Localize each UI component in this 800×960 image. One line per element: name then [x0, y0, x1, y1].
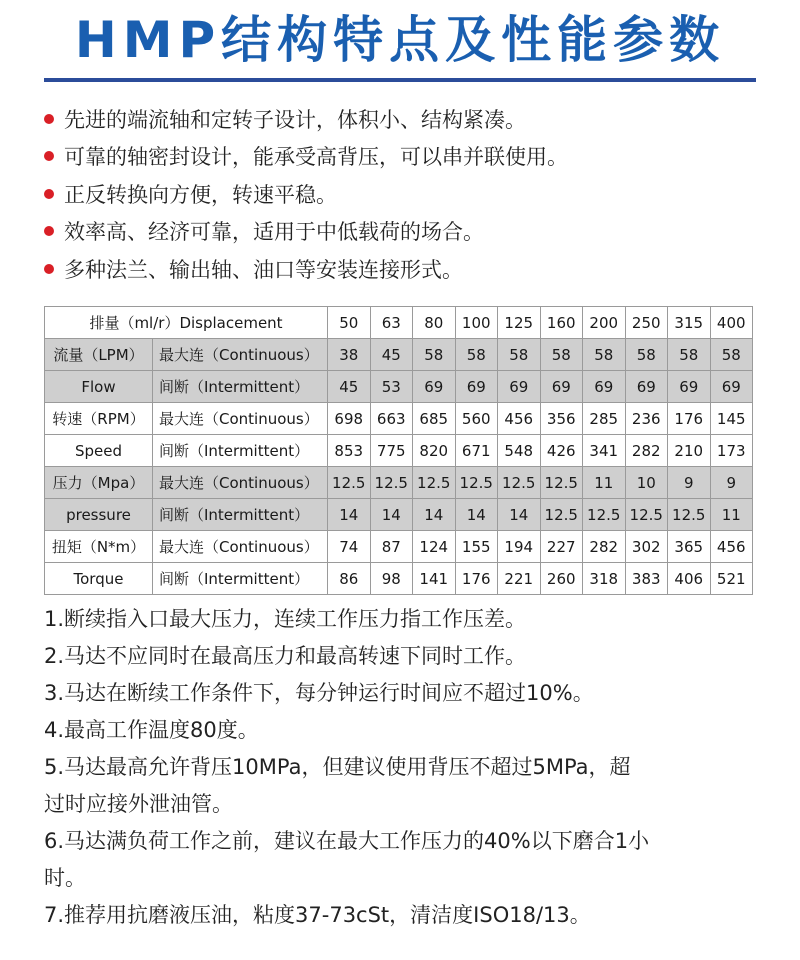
table-cell: 236 — [625, 403, 668, 435]
table-cell: 58 — [498, 339, 541, 371]
table-cell: 69 — [583, 371, 626, 403]
table-row — [45, 563, 753, 595]
displacement-header: 排量（ml/r）Displacement — [45, 307, 328, 339]
mode-label: 最大连（Continuous） — [153, 403, 328, 435]
table-cell: 671 — [455, 435, 498, 467]
table-cell: 282 — [625, 435, 668, 467]
table-cell: 145 — [710, 403, 753, 435]
category-label-en: pressure — [45, 499, 153, 531]
table-cell: 45 — [370, 339, 413, 371]
table-cell: 685 — [413, 403, 456, 435]
mode-label: 最大连（Continuous） — [153, 339, 328, 371]
table-cell: 12.5 — [328, 467, 371, 499]
feature-item — [44, 175, 764, 213]
mode-label: 间断（Intermittent） — [153, 371, 328, 403]
table-cell: 12.5 — [625, 499, 668, 531]
table-cell: 406 — [668, 563, 711, 595]
table-cell: 155 — [455, 531, 498, 563]
table-cell: 775 — [370, 435, 413, 467]
table-row — [45, 531, 753, 563]
table-cell: 210 — [668, 435, 711, 467]
displacement-value: 160 — [540, 307, 583, 339]
category-label-en: Torque — [45, 563, 153, 595]
feature-item — [44, 138, 764, 176]
table-cell: 58 — [625, 339, 668, 371]
note-line: 过时应接外泄油管。 — [44, 792, 233, 816]
table-cell: 38 — [328, 339, 371, 371]
category-label-cn: 转速（RPM） — [45, 403, 153, 435]
table-row — [45, 403, 753, 435]
table-cell: 14 — [413, 499, 456, 531]
category-label-cn: 流量（LPM） — [45, 339, 153, 371]
table-cell: 383 — [625, 563, 668, 595]
note-line: 2.马达不应同时在最高压力和最高转速下同时工作。 — [44, 644, 527, 668]
table-row — [45, 339, 753, 371]
table-cell: 663 — [370, 403, 413, 435]
displacement-value: 125 — [498, 307, 541, 339]
category-label-en: Flow — [45, 371, 153, 403]
table-cell: 282 — [583, 531, 626, 563]
category-label-cn: 压力（Mpa） — [45, 467, 153, 499]
note-line: 5.马达最高允许背压10MPa，但建议使用背压不超过5MPa，超 — [44, 755, 631, 779]
table-cell: 12.5 — [583, 499, 626, 531]
feature-item — [44, 213, 764, 251]
table-cell: 14 — [370, 499, 413, 531]
mode-label: 最大连（Continuous） — [153, 531, 328, 563]
table-cell: 194 — [498, 531, 541, 563]
table-cell: 69 — [455, 371, 498, 403]
table-cell: 820 — [413, 435, 456, 467]
table-cell: 698 — [328, 403, 371, 435]
table-cell: 124 — [413, 531, 456, 563]
table-cell: 12.5 — [498, 467, 541, 499]
red-bullet-icon — [44, 189, 54, 199]
table-cell: 74 — [328, 531, 371, 563]
table-cell: 341 — [583, 435, 626, 467]
table-cell: 14 — [328, 499, 371, 531]
mode-label: 间断（Intermittent） — [153, 435, 328, 467]
table-cell: 176 — [668, 403, 711, 435]
table-cell: 12.5 — [455, 467, 498, 499]
table-cell: 560 — [455, 403, 498, 435]
table-cell: 285 — [583, 403, 626, 435]
feature-list — [44, 100, 764, 288]
page-title: HMP结构特点及性能参数 — [74, 11, 726, 69]
table-cell: 86 — [328, 563, 371, 595]
table-cell: 9 — [710, 467, 753, 499]
displacement-value: 400 — [710, 307, 753, 339]
displacement-value: 63 — [370, 307, 413, 339]
table-cell: 58 — [710, 339, 753, 371]
red-bullet-icon — [44, 151, 54, 161]
mode-label: 间断（Intermittent） — [153, 563, 328, 595]
feature-text: 先进的端流轴和定转子设计，体积小、结构紧凑。 — [64, 107, 526, 132]
table-cell: 58 — [413, 339, 456, 371]
table-cell: 69 — [625, 371, 668, 403]
note-line: 1.断续指入口最大压力，连续工作压力指工作压差。 — [44, 607, 527, 631]
table-cell: 69 — [498, 371, 541, 403]
displacement-value: 100 — [455, 307, 498, 339]
table-header-row — [45, 307, 753, 339]
table-cell: 318 — [583, 563, 626, 595]
table-cell: 12.5 — [540, 467, 583, 499]
table-row — [45, 467, 753, 499]
note-line: 时。 — [44, 866, 86, 890]
table-cell: 141 — [413, 563, 456, 595]
note-line: 7.推荐用抗磨液压油，粘度37-73cSt，清洁度ISO18/13。 — [44, 903, 591, 927]
displacement-value: 315 — [668, 307, 711, 339]
table-row — [45, 435, 753, 467]
red-bullet-icon — [44, 226, 54, 236]
table-cell: 356 — [540, 403, 583, 435]
table-cell: 176 — [455, 563, 498, 595]
table-cell: 45 — [328, 371, 371, 403]
table-cell: 456 — [710, 531, 753, 563]
table-cell: 12.5 — [668, 499, 711, 531]
feature-item — [44, 100, 764, 138]
table-cell: 227 — [540, 531, 583, 563]
table-cell: 12.5 — [540, 499, 583, 531]
table-row — [45, 499, 753, 531]
table-cell: 260 — [540, 563, 583, 595]
table-cell: 69 — [540, 371, 583, 403]
table-cell: 302 — [625, 531, 668, 563]
feature-text: 正反转换向方便，转速平稳。 — [64, 182, 337, 207]
mode-label: 间断（Intermittent） — [153, 499, 328, 531]
mode-label: 最大连（Continuous） — [153, 467, 328, 499]
table-cell: 58 — [455, 339, 498, 371]
table-cell: 10 — [625, 467, 668, 499]
table-cell: 58 — [668, 339, 711, 371]
table-cell: 521 — [710, 563, 753, 595]
note-line: 6.马达满负荷工作之前，建议在最大工作压力的40%以下磨合1小 — [44, 829, 650, 853]
table-cell: 98 — [370, 563, 413, 595]
displacement-value: 80 — [413, 307, 456, 339]
table-cell: 11 — [710, 499, 753, 531]
note-line: 4.最高工作温度80度。 — [44, 718, 259, 742]
feature-item — [44, 250, 764, 288]
table-cell: 69 — [668, 371, 711, 403]
table-cell: 14 — [498, 499, 541, 531]
table-cell: 12.5 — [413, 467, 456, 499]
table-cell: 69 — [710, 371, 753, 403]
table-cell: 9 — [668, 467, 711, 499]
table-cell: 853 — [328, 435, 371, 467]
note-line: 3.马达在断续工作条件下，每分钟运行时间应不超过10%。 — [44, 681, 594, 705]
red-bullet-icon — [44, 264, 54, 274]
table-cell: 173 — [710, 435, 753, 467]
table-cell: 14 — [455, 499, 498, 531]
table-cell: 58 — [540, 339, 583, 371]
table-cell: 426 — [540, 435, 583, 467]
notes-section — [44, 601, 764, 934]
feature-text: 效率高、经济可靠，适用于中低载荷的场合。 — [64, 220, 484, 245]
table-row — [45, 371, 753, 403]
table-cell: 87 — [370, 531, 413, 563]
table-cell: 58 — [583, 339, 626, 371]
displacement-value: 200 — [583, 307, 626, 339]
table-cell: 548 — [498, 435, 541, 467]
table-cell: 12.5 — [370, 467, 413, 499]
displacement-value: 250 — [625, 307, 668, 339]
displacement-value: 50 — [328, 307, 371, 339]
table-cell: 365 — [668, 531, 711, 563]
category-label-cn: 扭矩（N*m） — [45, 531, 153, 563]
title-underline — [44, 78, 756, 82]
table-cell: 456 — [498, 403, 541, 435]
table-cell: 221 — [498, 563, 541, 595]
category-label-en: Speed — [45, 435, 153, 467]
feature-text: 可靠的轴密封设计，能承受高背压，可以串并联使用。 — [64, 145, 568, 170]
table-cell: 69 — [413, 371, 456, 403]
spec-table — [44, 306, 753, 595]
table-cell: 11 — [583, 467, 626, 499]
table-cell: 53 — [370, 371, 413, 403]
red-bullet-icon — [44, 114, 54, 124]
feature-text: 多种法兰、输出轴、油口等安装连接形式。 — [64, 257, 463, 282]
